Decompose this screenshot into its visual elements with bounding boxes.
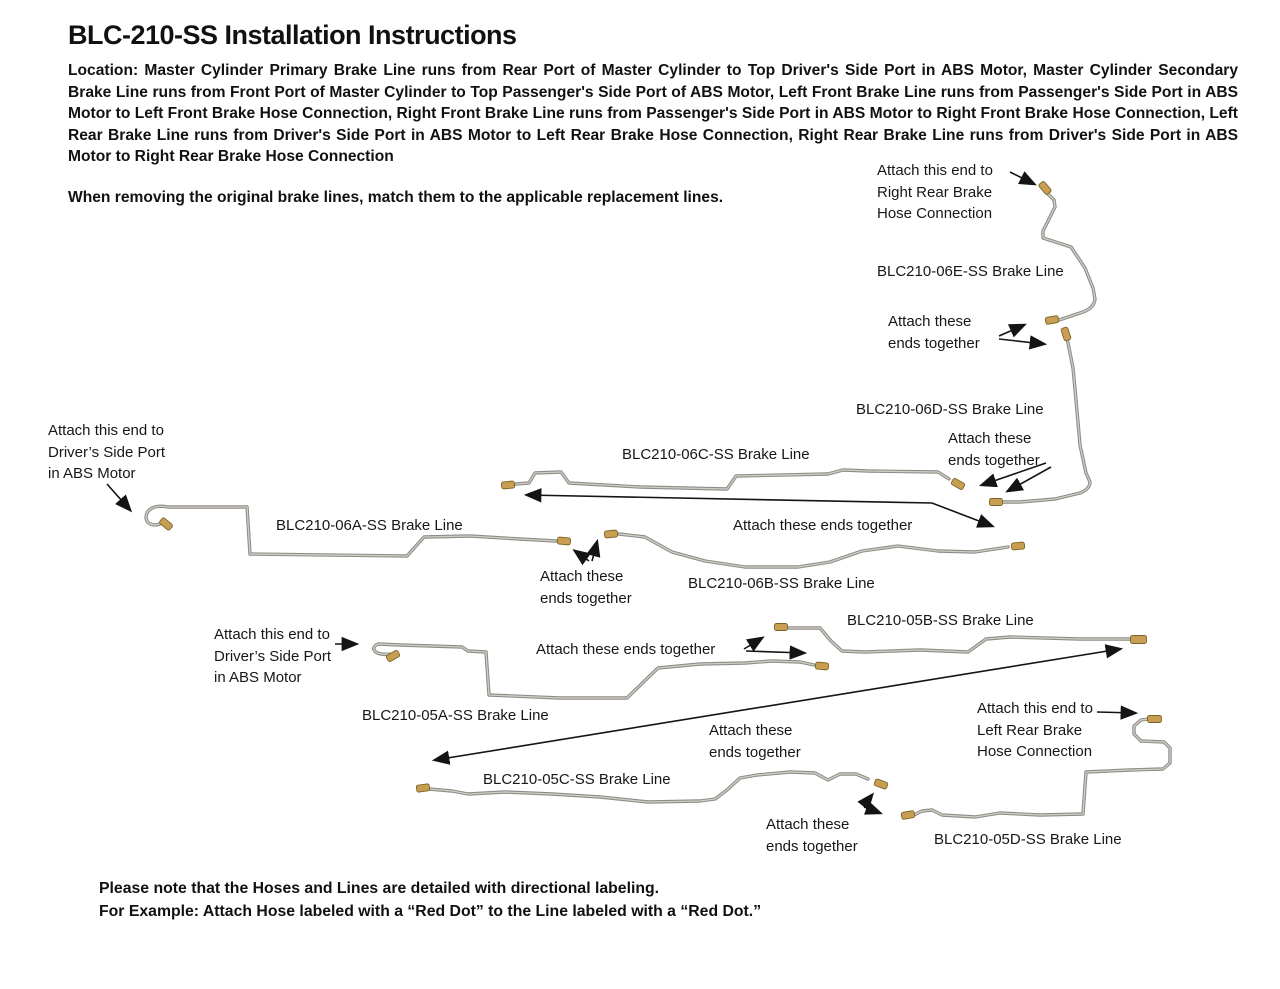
arrow-05c-05d-upper: [864, 795, 872, 805]
fitting-05d-left: [901, 810, 915, 819]
arrow-06a-06b-right: [592, 542, 597, 561]
label-attach-05a-05b: Attach these ends together: [536, 641, 716, 658]
label-attach-left-rear: Attach this end to Left Rear Brake Hose Connection: [977, 700, 1093, 760]
arrow-05a-05b-upper: [744, 638, 762, 649]
fitting-06c-right: [951, 478, 966, 491]
location-paragraph: Location: Master Cylinder Primary Brake Line runs from Rear Port of Master Cylinder to Top Driver's Side Port in ABS Motor, Master Cylinder Secondary Brake Line runs from Front Port of Master Cylinder to Top Passenger's Side Port of ABS Motor, Left Front Brake Line runs from Passenger's Side Port in ABS Motor to Left Front Brake Hose Connection, Right Front Brake Line runs from Passenger's Side Port in ABS Motor to Right Front Brake Hose Connection, Left Rear Brake Line runs from Driver's Side Port in ABS Motor to Left Rear Brake Hose Connection, Right Rear Brake Line runs from Driver's Side Port in ABS Motor to Right Rear Brake Hose Connection: [68, 62, 1238, 166]
label-line-06c: BLC210-06C-SS Brake Line: [622, 446, 810, 463]
label-attach-06e-06d: Attach these ends together: [888, 313, 980, 352]
label-attach-driver-top: Attach this end to Driver’s Side Port in ABS Motor: [48, 422, 165, 482]
fitting-05b-right: [1131, 636, 1147, 644]
label-line-06a: BLC210-06A-SS Brake Line: [276, 517, 463, 534]
fitting-06d-left: [990, 499, 1003, 506]
fitting-05b-left: [775, 624, 788, 631]
label-attach-06c-06b: Attach these ends together: [733, 517, 913, 534]
label-line-05a: BLC210-05A-SS Brake Line: [362, 707, 549, 724]
label-attach-05b-05c: Attach these ends together: [709, 722, 801, 761]
label-line-06e: BLC210-06E-SS Brake Line: [877, 263, 1064, 280]
arrow-06e-06d-lower: [999, 339, 1044, 344]
arrow-to-left-rear-hose: [1097, 712, 1135, 713]
label-line-05c: BLC210-05C-SS Brake Line: [483, 771, 671, 788]
fitting-06b-left: [604, 530, 618, 538]
fitting-05d-right: [1148, 716, 1162, 723]
fitting-06e-top: [1038, 181, 1052, 195]
fitting-05c-right: [874, 778, 889, 789]
label-attach-driver-bottom: Attach this end to Driver’s Side Port in ABS Motor: [214, 626, 331, 686]
fitting-06a-right: [557, 537, 571, 545]
fitting-05c-left: [416, 784, 430, 793]
fitting-05a-right: [815, 662, 829, 670]
brake-line-06e: [1038, 181, 1095, 325]
label-attach-06c-06d: Attach these ends together: [948, 430, 1040, 469]
label-line-06b: BLC210-06B-SS Brake Line: [688, 575, 875, 592]
label-attach-05c-05d: Attach these ends together: [766, 816, 858, 855]
fitting-06c-left: [501, 481, 515, 489]
footer-note: [99, 878, 761, 923]
label-line-06d: BLC210-06D-SS Brake Line: [856, 401, 1044, 418]
arrow-to-driver-port-top: [107, 484, 130, 510]
fitting-05a-left: [386, 650, 401, 663]
removal-note: When removing the original brake lines, match them to the applicable replacement lines.: [68, 189, 724, 206]
fitting-06d-top: [1061, 327, 1072, 342]
arrow-to-right-rear-hose: [1010, 172, 1034, 184]
arrow-06e-06d-upper: [999, 325, 1024, 336]
label-line-05b: BLC210-05B-SS Brake Line: [847, 612, 1034, 629]
footer-line-1: Please note that the Hoses and Lines are detailed with directional labeling.: [99, 880, 660, 897]
label-attach-right-rear: Attach this end to Right Rear Brake Hose Connection: [877, 162, 993, 222]
footer-line-2: For Example: Attach Hose labeled with a “Red Dot” to the Line labeled with a “Red Dot.”: [99, 902, 762, 920]
brake-line-06c: [501, 470, 965, 490]
page-title: BLC-210-SS Installation Instructions: [68, 20, 517, 50]
label-line-05d: BLC210-05D-SS Brake Line: [934, 831, 1122, 848]
fitting-06e-bottom: [1045, 315, 1059, 324]
fitting-06a-left: [159, 517, 173, 531]
arrow-05c-05d-lower: [864, 807, 880, 813]
arrow-06a-06b-left: [575, 551, 589, 561]
label-attach-06a-06b: Attach these ends together: [540, 568, 632, 607]
fitting-06b-right: [1011, 542, 1025, 550]
arrow-05a-05b-lower: [746, 651, 804, 653]
